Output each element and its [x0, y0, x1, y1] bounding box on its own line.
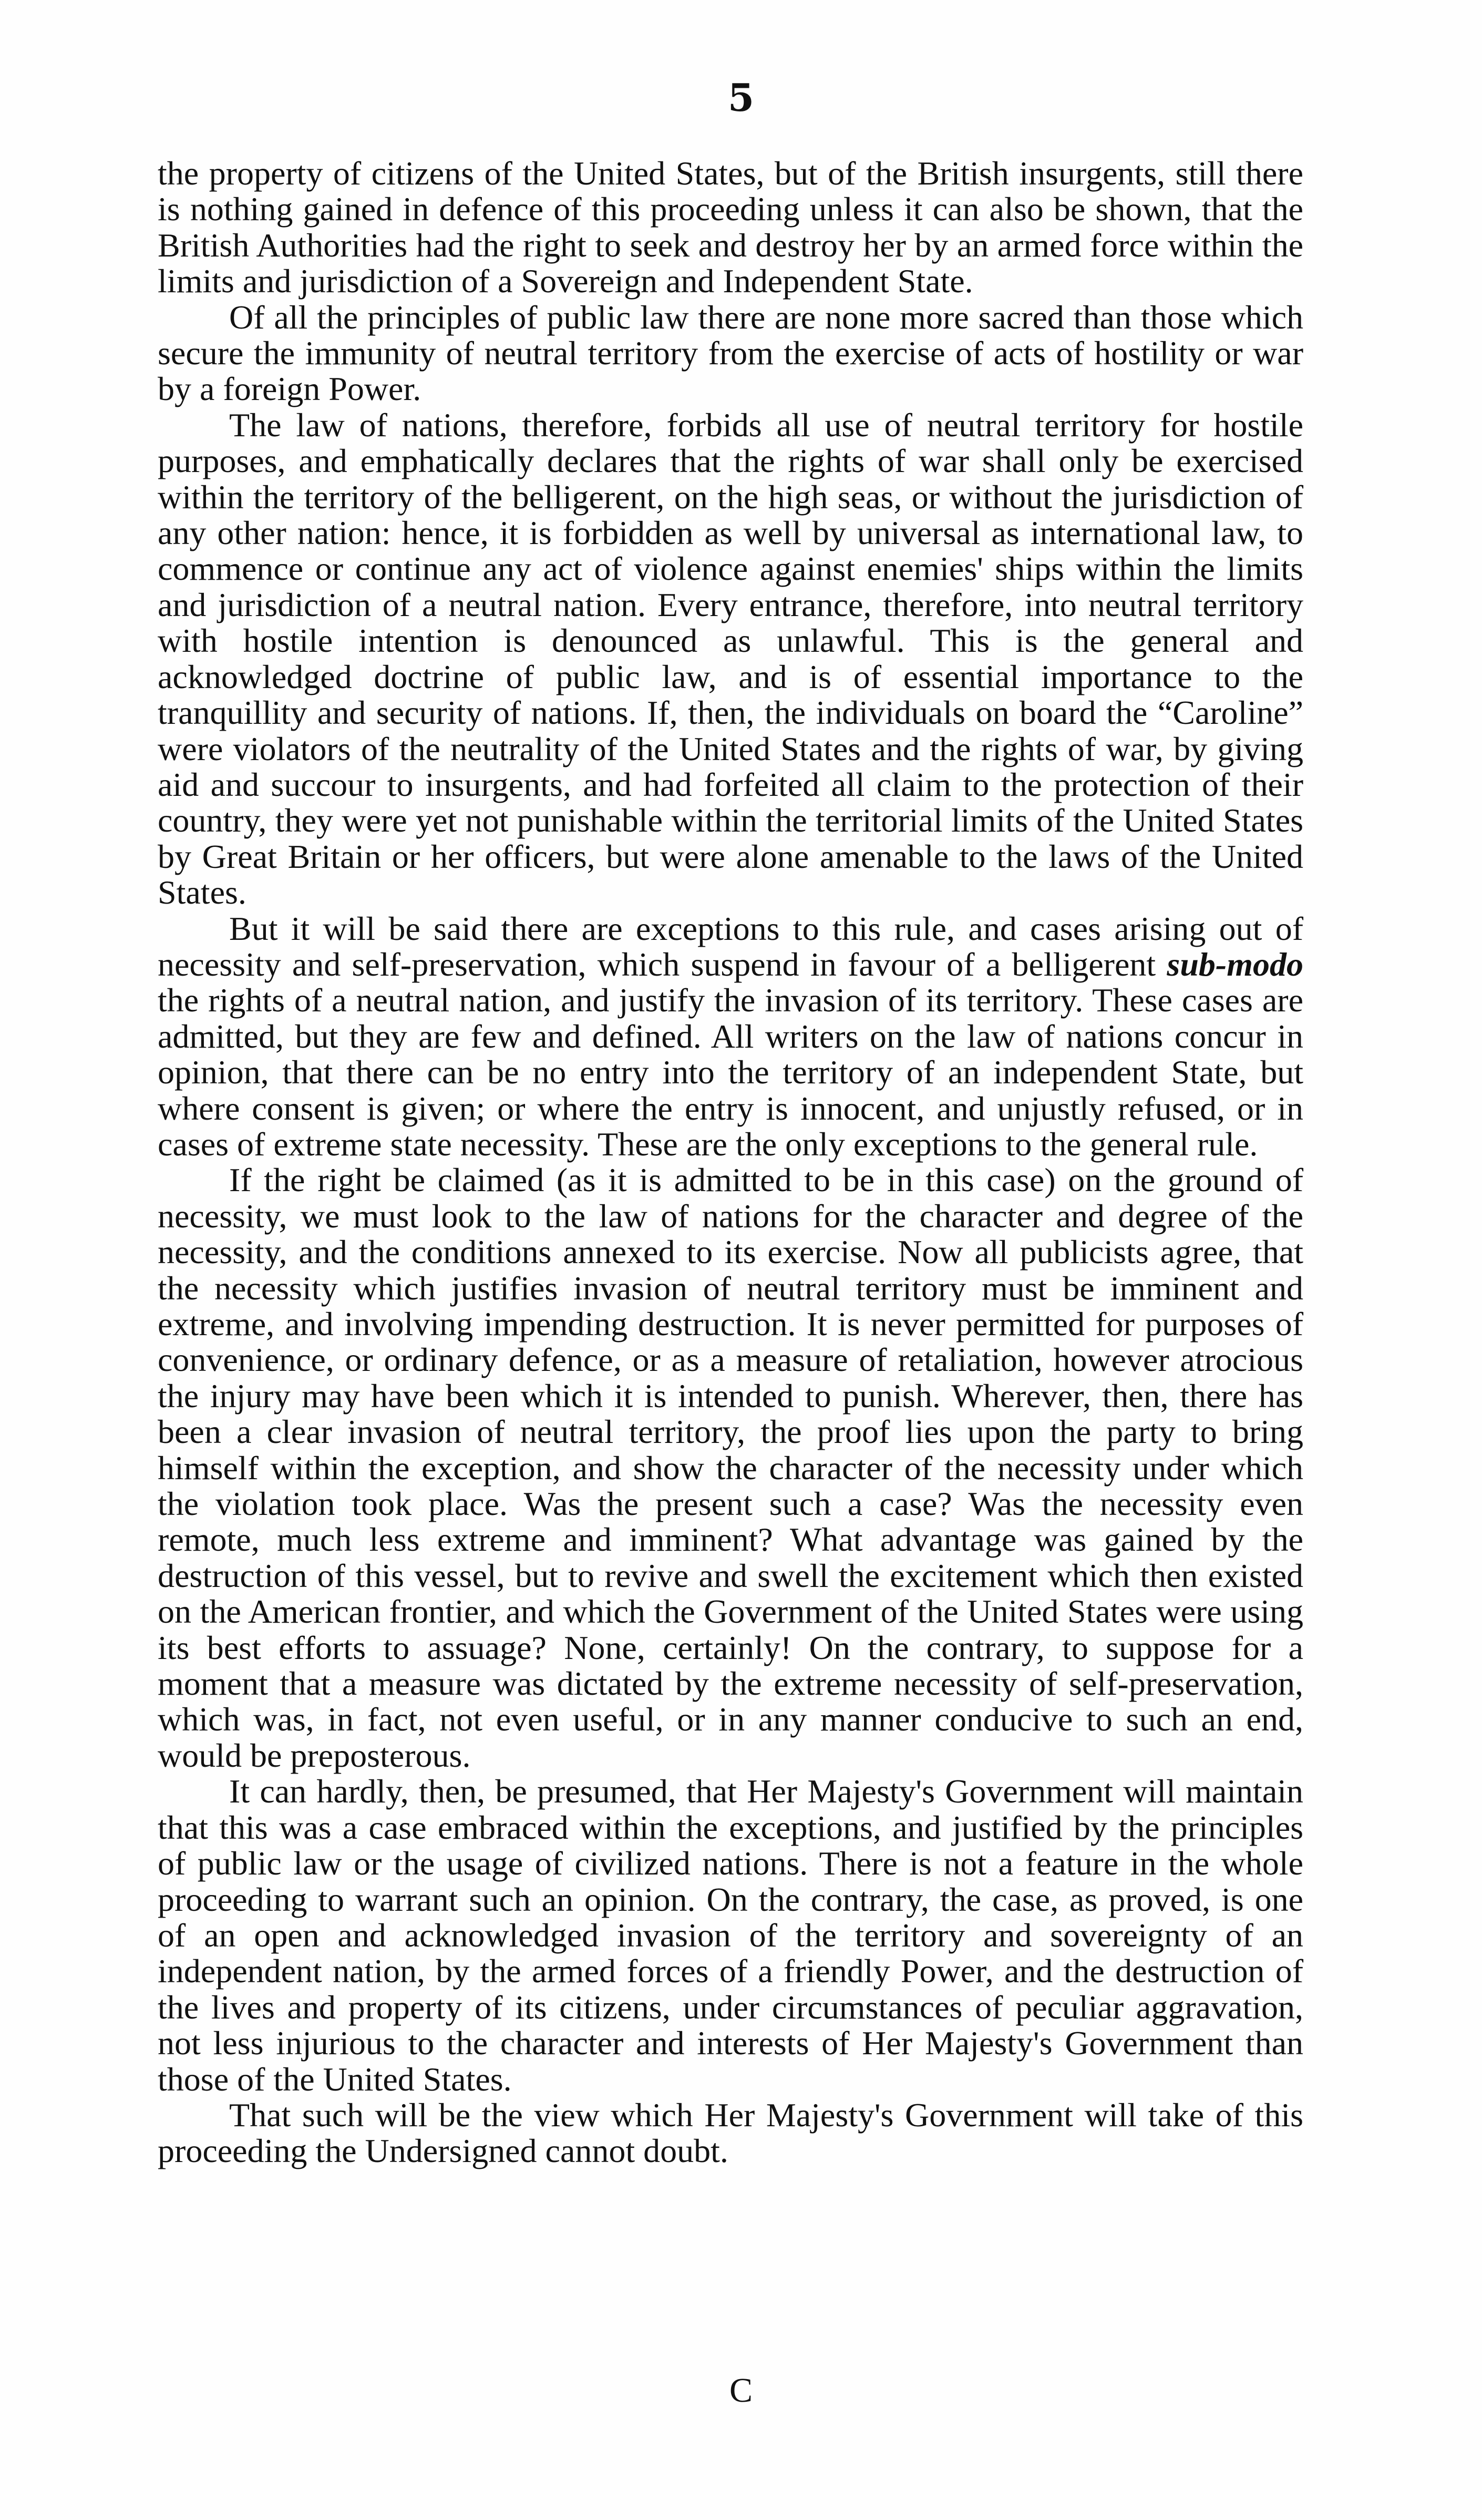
- paragraph-continuation: the property of citizens of the United States, but of the British insurgents, still there is nothing gained in defence of this proceeding unless it can also be shown, that the British Authorities had the right to seek and destroy her by an armed force within the limits and jurisdiction of a Sovereign and Independent State.: [158, 155, 1303, 300]
- italic-term-sub-modo: sub-modo: [1167, 945, 1303, 983]
- paragraph-exceptions-text-1: But it will be said there are exceptions to this rule, and cases arising out of necessity and self-preservation, which suspend in favour of a belligerent: [158, 909, 1303, 983]
- paragraph-exceptions: [158, 911, 1303, 1163]
- paragraph-law-of-nations: The law of nations, therefore, forbids all use of neutral territory for hostile purposes, and emphatically declares that the rights of war shall only be exercised within the territory of the belligerent, on the high seas, or without the jurisdiction of any other nation: hence, it is forbidden as well by universal as international law, to commence or continue any act of violence against enemies' ships within the limits and jurisdiction of a neutral nation. Every entrance, therefore, into neutral territory with hostile intention is denounced as unlawful. This is the general and acknowledged doctrine of public law, and is of essential importance to the tranquillity and security of nations. If, then, the individuals on board the “Caroline” were violators of the neutrality of the United States and the rights of war, by giving aid and succour to insurgents, and had forfeited all claim to the protection of their country, they were yet not punishable within the territorial limits of the United States by Great Britain or her officers, but were alone amenable to the laws of the United States.: [158, 406, 1303, 911]
- paragraph-presumption: It can hardly, then, be presumed, that Her Majesty's Government will maintain that this was a case embraced within the exceptions, and justified by the principles of public law or the usage of civilized nations. There is not a feature in the whole proceeding to warrant such an opinion. On the contrary, the case, as proved, is one of an open and acknowledged invasion of the territory and sovereignty of an independent nation, by the armed forces of a friendly Power, and the destruction of the lives and property of its citizens, under circumstances of peculiar aggravation, not less injurious to the character and interests of Her Majesty's Government than those of the United States.: [158, 1773, 1303, 2098]
- signature-mark: C: [729, 2371, 753, 2410]
- body-text: [158, 156, 1303, 2169]
- paragraph-necessity: If the right be claimed (as it is admitted to be in this case) on the ground of necessity, we must look to the law of nations for the character and degree of the necessity, and the conditions annexed to its exercise. Now all publicists agree, that the necessity which justifies invasion of neutral territory must be imminent and extreme, and involving impending destruction. It is never permitted for purposes of convenience, or ordinary defence, or as a measure of retaliation, however atrocious the injury may have been which it is intended to punish. Wherever, then, there has been a clear invasion of neutral territory, the proof lies upon the party to bring himself within the exception, and show the character of the necessity under which the violation took place. Was the present such a case? Was the necessity even remote, much less extreme and imminent? What advantage was gained by the destruction of this vessel, but to revive and swell the excitement which then existed on the American frontier, and which the Government of the United States were using its best efforts to assuage? None, certainly! On the contrary, to suppose for a moment that a measure was dictated by the extreme necessity of self-preservation, which was, in fact, not even useful, or in any manner conducive to such an end, would be preposterous.: [158, 1161, 1303, 1774]
- paragraph-neutral-territory-principle: Of all the principles of public law there are none more sacred than those which secure the immunity of neutral territory from the exercise of acts of hostility or war by a foreign Power.: [158, 298, 1303, 408]
- paragraph-exceptions-text-2: the rights of a neutral nation, and justify the invasion of its territory. These cases are admitted, but they are few and defined. All writers on the law of nations concur in opinion, that there can be no entry into the territory of an independent State, but where consent is given; or where the entry is innocent, and unjustly refused, or in cases of extreme state necessity. These are the only exceptions to the general rule.: [158, 981, 1303, 1163]
- paragraph-conclusion: That such will be the view which Her Majesty's Government will take of this proceeding the Undersigned cannot doubt.: [158, 2096, 1303, 2170]
- page-number: 5: [727, 75, 755, 120]
